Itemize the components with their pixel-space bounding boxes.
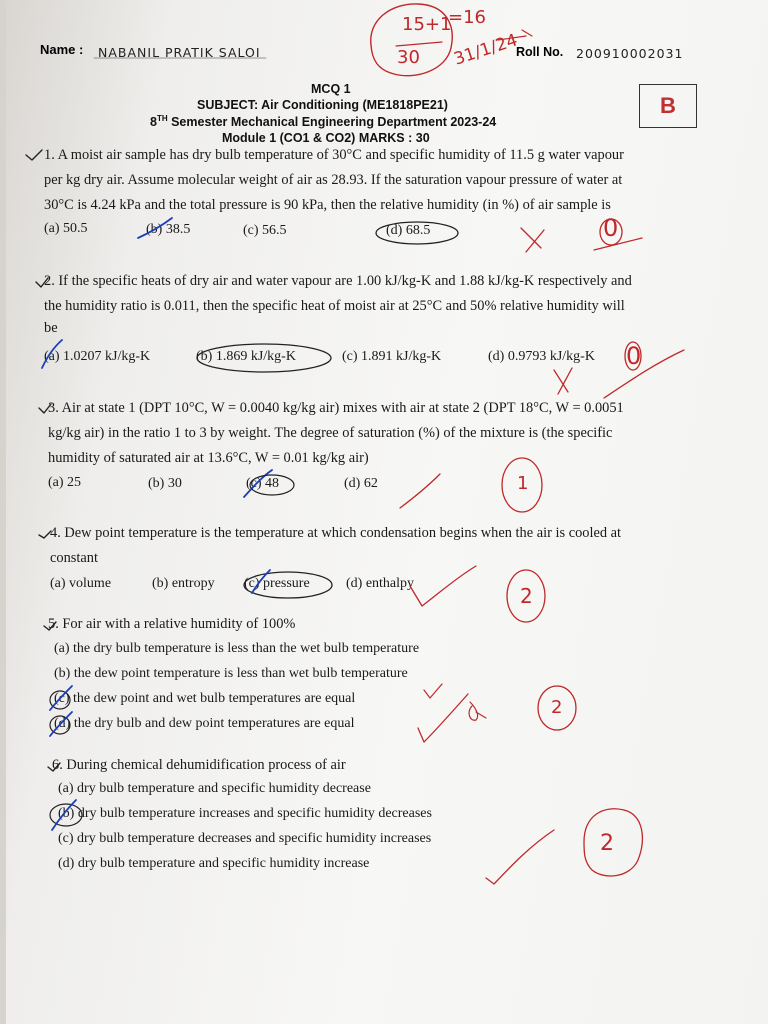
option-c: (c) 48 <box>246 476 280 491</box>
question-line: be <box>44 320 58 336</box>
option-a: (a) 50.5 <box>44 221 88 236</box>
question-line: 4. Dew point temperature is the temperature at which condensation begins when the air is cooled at <box>50 525 622 541</box>
question-line: 6. During chemical dehumidification process of air <box>52 757 346 773</box>
question-line: the humidity ratio is 0.011, then the specific heat of moist air at 25°C and 50% relative humidity will <box>44 298 625 314</box>
option-d: (d) dry bulb temperature and specific humidity increase <box>58 856 370 871</box>
option-c: (c) dry bulb temperature decreases and specific humidity increases <box>58 831 432 846</box>
q6-mark: 2 <box>600 831 614 856</box>
grading-date: 31/1/24 <box>451 30 521 70</box>
exam-module: Module 1 (CO1 & CO2) MARKS : 30 <box>222 131 430 145</box>
option-a: (a) volume <box>50 576 112 591</box>
score-denominator: 30 <box>397 47 420 68</box>
option-a: (a) 1.0207 kJ/kg-K <box>44 349 151 364</box>
q1-mark: 0 <box>603 214 619 242</box>
q4-mark: 2 <box>520 584 533 608</box>
option-b: (b) entropy <box>152 576 215 591</box>
option-b: (b) 38.5 <box>146 222 191 237</box>
option-a: (a) 25 <box>48 475 82 490</box>
score-numerator: 15+1 <box>402 14 452 35</box>
set-code: B <box>660 93 676 118</box>
option-c: (c) 56.5 <box>243 223 287 238</box>
question-line: 3. Air at state 1 (DPT 10°C, W = 0.0040 kg/kg air) mixes with air at state 2 (DPT 18°C, W = 0.0051 <box>48 400 624 416</box>
name-label: Name : <box>40 42 84 57</box>
question-line: 5. For air with a relative humidity of 100% <box>48 616 296 632</box>
q5-red-check <box>418 694 468 742</box>
q4-red-check <box>410 566 476 606</box>
option-d: (d) 62 <box>344 476 378 491</box>
q5-mark: 2 <box>551 697 563 718</box>
roll-label: Roll No. <box>516 45 564 59</box>
score-total: =16 <box>448 7 486 28</box>
exam-semester: 8TH Semester Mechanical Engineering Department 2023-24 <box>150 114 497 130</box>
q2-red-slash <box>604 350 684 398</box>
question-line: constant <box>50 550 98 566</box>
question-line: 2. If the specific heats of dry air and water vapour are 1.00 kJ/kg-K and 1.88 kJ/kg-K respectively and <box>44 273 632 289</box>
q5-red-tick-small <box>424 684 442 698</box>
option-d: (d) enthalpy <box>346 576 415 591</box>
option-d: (d) 0.9793 kJ/kg-K <box>488 349 595 364</box>
option-d: (d) 68.5 <box>386 223 431 238</box>
option-b: (b) 1.869 kJ/kg-K <box>196 349 296 364</box>
set-code-box <box>639 84 697 128</box>
q3-red-check <box>400 474 440 508</box>
exam-title: MCQ 1 <box>311 82 351 96</box>
q1-red-cross <box>521 228 544 252</box>
option-c: (c) the dew point and wet bulb temperatures are equal <box>54 691 356 706</box>
q2-red-cross <box>554 368 572 394</box>
option-c: (c) pressure <box>244 576 310 591</box>
option-b: (b) dry bulb temperature increases and specific humidity decreases <box>58 806 432 821</box>
option-c: (c) 1.891 kJ/kg-K <box>342 349 442 364</box>
q1-check <box>26 150 42 160</box>
option-d: (d) the dry bulb and dew point temperatures are equal <box>54 716 355 731</box>
answer-sheet <box>6 0 768 1024</box>
question-line: kg/kg air) in the ratio 1 to 3 by weight. The degree of saturation (%) of the mixture is (the specific <box>48 425 613 441</box>
q6-red-check <box>486 830 554 884</box>
q2-mark: 0 <box>626 342 642 370</box>
roll-value: 200910002031 <box>576 46 684 61</box>
option-a: (a) the dry bulb temperature is less than the wet bulb temperature <box>54 641 420 656</box>
question-line: humidity of saturated air at 13.6°C, W = 0.01 kg/kg air) <box>48 450 369 466</box>
option-a: (a) dry bulb temperature and specific humidity decrease <box>58 781 371 796</box>
question-line: 1. A moist air sample has dry bulb temperature of 30°C and specific humidity of 11.5 g water vapour <box>44 147 624 163</box>
question-line: per kg dry air. Assume molecular weight of air as 28.93. If the saturation vapour pressure of water at <box>44 172 623 188</box>
question-line: 30°C is 4.24 kPa and the total pressure is 90 kPa, then the relative humidity (in %) of air sample is <box>44 197 611 213</box>
option-b: (b) the dew point temperature is less than wet bulb temperature <box>54 666 408 681</box>
exam-subject: SUBJECT: Air Conditioning (ME1818PE21) <box>197 98 448 112</box>
score-divider <box>396 42 442 46</box>
q3-mark: 1 <box>517 473 529 494</box>
q5-red-scribble <box>469 702 486 720</box>
option-b: (b) 30 <box>148 476 182 491</box>
name-value: NABANIL PRATIK SALOI <box>98 45 261 60</box>
